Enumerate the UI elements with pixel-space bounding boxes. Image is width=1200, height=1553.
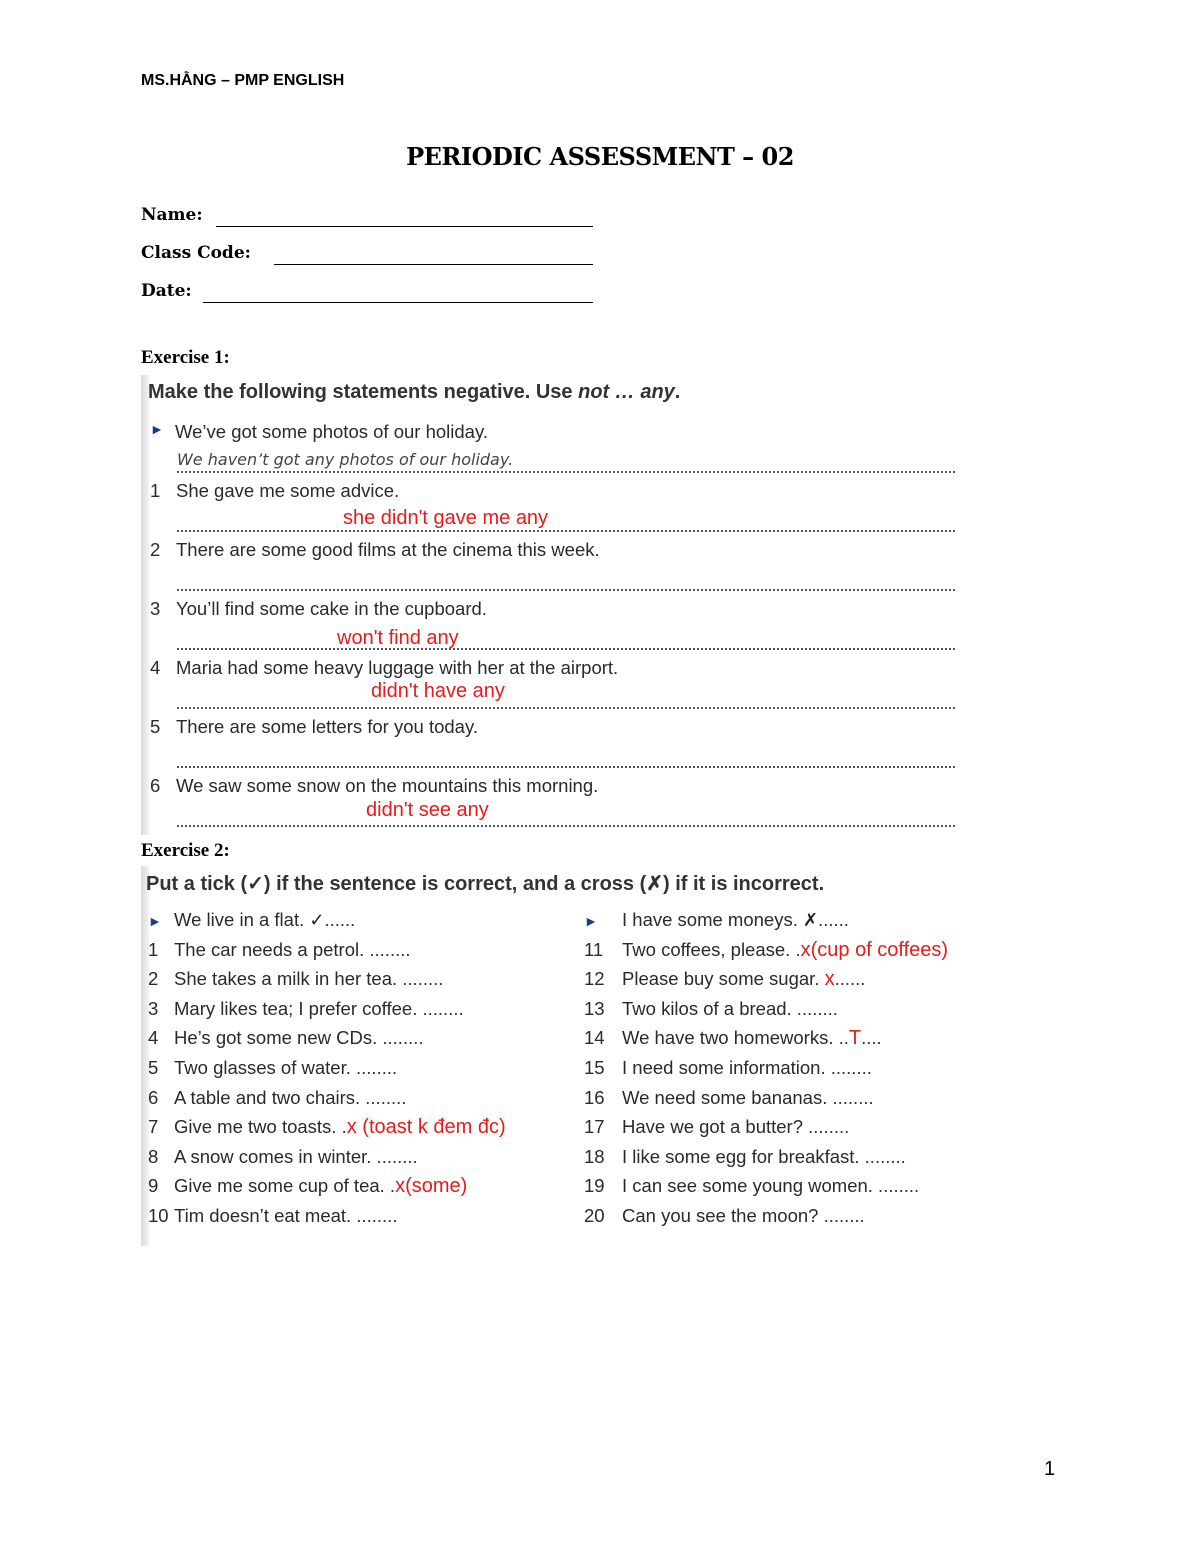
answer-dots[interactable]: ........ xyxy=(364,938,411,960)
answer-line xyxy=(177,471,955,473)
item-number: 14 xyxy=(584,1027,605,1049)
item-number: 10 xyxy=(148,1205,169,1226)
question-text: There are some good films at the cinema this week. xyxy=(176,539,600,560)
exercise-2-item xyxy=(584,1087,874,1110)
answer-dots-tail: .... xyxy=(861,1027,882,1049)
item-text: I need some information. xyxy=(622,1057,826,1078)
item-text: Give me two toasts. xyxy=(174,1116,337,1138)
item-text: Tim doesn’t eat meat. xyxy=(174,1205,352,1226)
item-text: We live in a flat. xyxy=(174,909,305,930)
handwritten-answer-4: didn't have any xyxy=(371,680,505,702)
answer-dots[interactable]: ........ xyxy=(827,1086,874,1108)
item-text: The car needs a petrol. xyxy=(174,938,365,960)
exercise-2-item xyxy=(148,1116,506,1139)
answer-line[interactable] xyxy=(177,648,955,650)
instruction-italic: not … any xyxy=(578,381,675,403)
answer-dots[interactable]: .. xyxy=(833,1027,849,1049)
date-label: Date: xyxy=(141,281,192,301)
name-field xyxy=(141,205,596,229)
question-text: We saw some snow on the mountains this morning. xyxy=(176,775,599,796)
item-text: Two glasses of water. xyxy=(174,1057,351,1078)
exercise-2-item xyxy=(148,939,411,962)
exercise-2-item xyxy=(584,1205,865,1228)
item-number: 7 xyxy=(148,1116,159,1138)
item-number: 6 xyxy=(148,1086,159,1108)
answer-mark: x(some) xyxy=(395,1175,468,1198)
question-number: 5 xyxy=(150,716,161,737)
exercise-2-item xyxy=(148,1175,467,1198)
answer-mark: ✗ xyxy=(802,910,819,930)
item-number: 19 xyxy=(584,1175,605,1197)
play-triangle-icon: ► xyxy=(148,913,162,929)
answer-dots[interactable]: ........ xyxy=(859,1145,906,1167)
answer-dots[interactable]: ........ xyxy=(803,1116,850,1138)
question-text: There are some letters for you today. xyxy=(176,716,478,737)
question-text: She gave me some advice. xyxy=(176,480,400,501)
item-text: She takes a milk in her tea. xyxy=(174,968,398,990)
answer-mark: x (toast k đem đc) xyxy=(346,1116,506,1139)
item-number: 3 xyxy=(148,997,159,1019)
answer-dots-tail: ...... xyxy=(818,909,849,930)
name-label: Name: xyxy=(141,205,203,225)
answer-mark: T xyxy=(848,1027,862,1050)
answer-dots[interactable]: . xyxy=(336,1116,347,1138)
answer-dots[interactable]: ........ xyxy=(350,1057,398,1078)
item-number: 11 xyxy=(584,938,604,960)
question-text: You’ll find some cake in the cupboard. xyxy=(176,598,487,619)
class-code-input-line[interactable] xyxy=(274,264,593,265)
exercise-2-item xyxy=(148,1057,397,1080)
answer-dots[interactable]: ........ xyxy=(360,1086,407,1108)
item-text: I like some egg for breakfast. xyxy=(622,1145,860,1167)
item-text: Give me some cup of tea. xyxy=(174,1175,385,1197)
item-text: A snow comes in winter. xyxy=(174,1145,372,1167)
item-text: I can see some young women. xyxy=(622,1175,873,1197)
exercise-2-item xyxy=(584,1057,872,1080)
exercise-2-item xyxy=(584,1175,919,1198)
page-title: PERIODIC ASSESSMENT – 02 xyxy=(406,142,794,171)
item-text: Mary likes tea; I prefer coffee. xyxy=(174,997,418,1019)
answer-dots[interactable]: ........ xyxy=(791,997,838,1019)
item-number: 9 xyxy=(148,1175,159,1197)
exercise-2-item xyxy=(148,998,464,1021)
example-text: We’ve got some photos of our holiday. xyxy=(175,421,488,442)
name-input-line[interactable] xyxy=(216,226,593,227)
answer-line[interactable] xyxy=(177,589,955,591)
answer-mark: x xyxy=(824,968,835,991)
date-field xyxy=(141,281,596,305)
page-number: 1 xyxy=(1044,1458,1056,1480)
exercise-2-heading: Exercise 2: xyxy=(141,840,230,861)
item-text: Two coffees, please. xyxy=(622,938,791,960)
item-number: 5 xyxy=(148,1057,159,1078)
exercise-2-item xyxy=(148,968,443,991)
answer-dots[interactable]: ........ xyxy=(351,1205,398,1226)
class-code-field xyxy=(141,243,596,267)
exercise-1-heading: Exercise 1: xyxy=(141,347,230,368)
handwritten-answer-1: she didn't gave me any xyxy=(343,507,549,529)
answer-dots-tail: ...... xyxy=(324,909,356,930)
instruction-end: . xyxy=(674,381,681,403)
item-text: A table and two chairs. xyxy=(174,1086,361,1108)
item-number: 15 xyxy=(584,1057,605,1078)
item-number: 17 xyxy=(584,1116,605,1138)
answer-line[interactable] xyxy=(177,707,955,709)
answer-dots[interactable]: ........ xyxy=(872,1175,920,1197)
play-triangle-icon: ► xyxy=(150,421,164,437)
answer-mark: x(cup of coffees) xyxy=(800,938,949,961)
exercise-2-item xyxy=(584,1146,906,1169)
item-text: Two kilos of a bread. xyxy=(622,997,792,1019)
exercise-2-item xyxy=(148,1146,418,1169)
item-number: 12 xyxy=(584,968,605,990)
item-text: I have some moneys. xyxy=(622,909,798,930)
exercise-2-item xyxy=(148,1087,406,1110)
question-number: 1 xyxy=(150,480,161,501)
instruction-text: Make the following statements negative. Use xyxy=(148,381,579,403)
exercise-2-item xyxy=(584,998,838,1021)
question-number: 6 xyxy=(150,775,161,796)
item-text: Please buy some sugar. xyxy=(622,968,820,990)
answer-dots[interactable]: . xyxy=(384,1175,396,1197)
item-number: 20 xyxy=(584,1205,605,1226)
answer-line[interactable] xyxy=(177,825,955,827)
item-number: 16 xyxy=(584,1086,605,1108)
handwritten-answer-3: won't find any xyxy=(337,627,459,649)
item-number: 8 xyxy=(148,1145,159,1167)
exercise-2-item xyxy=(148,1205,397,1228)
handwritten-answer-6: didn't see any xyxy=(366,799,489,821)
exercise-2-instruction: Put a tick (✓) if the sentence is correct, and a cross (✗) if it is incorrect. xyxy=(146,873,825,895)
question-text: Maria had some heavy luggage with her at the airport. xyxy=(176,657,619,678)
answer-line[interactable] xyxy=(177,530,955,532)
page-header: MS.HẰNG – PMP ENGLISH xyxy=(141,72,345,89)
example-answer: We haven’t got any photos of our holiday. xyxy=(177,450,514,469)
answer-dots-tail: ...... xyxy=(834,968,866,990)
item-text: We need some bananas. xyxy=(622,1086,828,1108)
exercise-2-item xyxy=(148,909,355,931)
answer-dots[interactable]: ........ xyxy=(371,1145,418,1167)
exercise-1-instruction xyxy=(148,381,680,404)
question-number: 4 xyxy=(150,657,161,678)
item-text: We have two homeworks. xyxy=(622,1027,834,1049)
item-text: Have we got a butter? xyxy=(622,1116,803,1138)
answer-mark: ✓ xyxy=(309,910,325,930)
date-input-line[interactable] xyxy=(203,302,593,303)
answer-line[interactable] xyxy=(177,766,955,768)
item-text: Can you see the moon? xyxy=(622,1205,819,1226)
exercise-2-item xyxy=(148,1027,424,1050)
item-number: 1 xyxy=(148,938,159,960)
answer-dots[interactable]: ........ xyxy=(397,968,444,990)
play-triangle-icon: ► xyxy=(584,913,598,929)
exercise-2-scan xyxy=(141,866,1031,1246)
class-code-label: Class Code: xyxy=(141,243,251,263)
exercise-2-item xyxy=(584,1027,882,1050)
answer-dots[interactable]: ........ xyxy=(417,997,464,1019)
scan-edge xyxy=(141,375,149,835)
exercise-2-item xyxy=(584,968,865,991)
question-number: 2 xyxy=(150,539,161,560)
item-number: 13 xyxy=(584,997,605,1019)
item-number: 4 xyxy=(148,1027,159,1049)
question-number: 3 xyxy=(150,598,161,619)
exercise-2-item xyxy=(584,1116,849,1139)
answer-dots[interactable]: ........ xyxy=(825,1057,872,1078)
exercise-1-scan xyxy=(141,375,956,835)
exercise-2-item xyxy=(584,939,948,962)
item-number: 2 xyxy=(148,968,159,990)
exercise-2-item xyxy=(584,909,849,931)
item-text: He’s got some new CDs. xyxy=(174,1027,378,1049)
answer-dots[interactable]: ........ xyxy=(377,1027,424,1049)
answer-dots[interactable]: . xyxy=(790,938,801,960)
item-number: 18 xyxy=(584,1145,605,1167)
answer-dots[interactable]: ........ xyxy=(818,1205,865,1226)
